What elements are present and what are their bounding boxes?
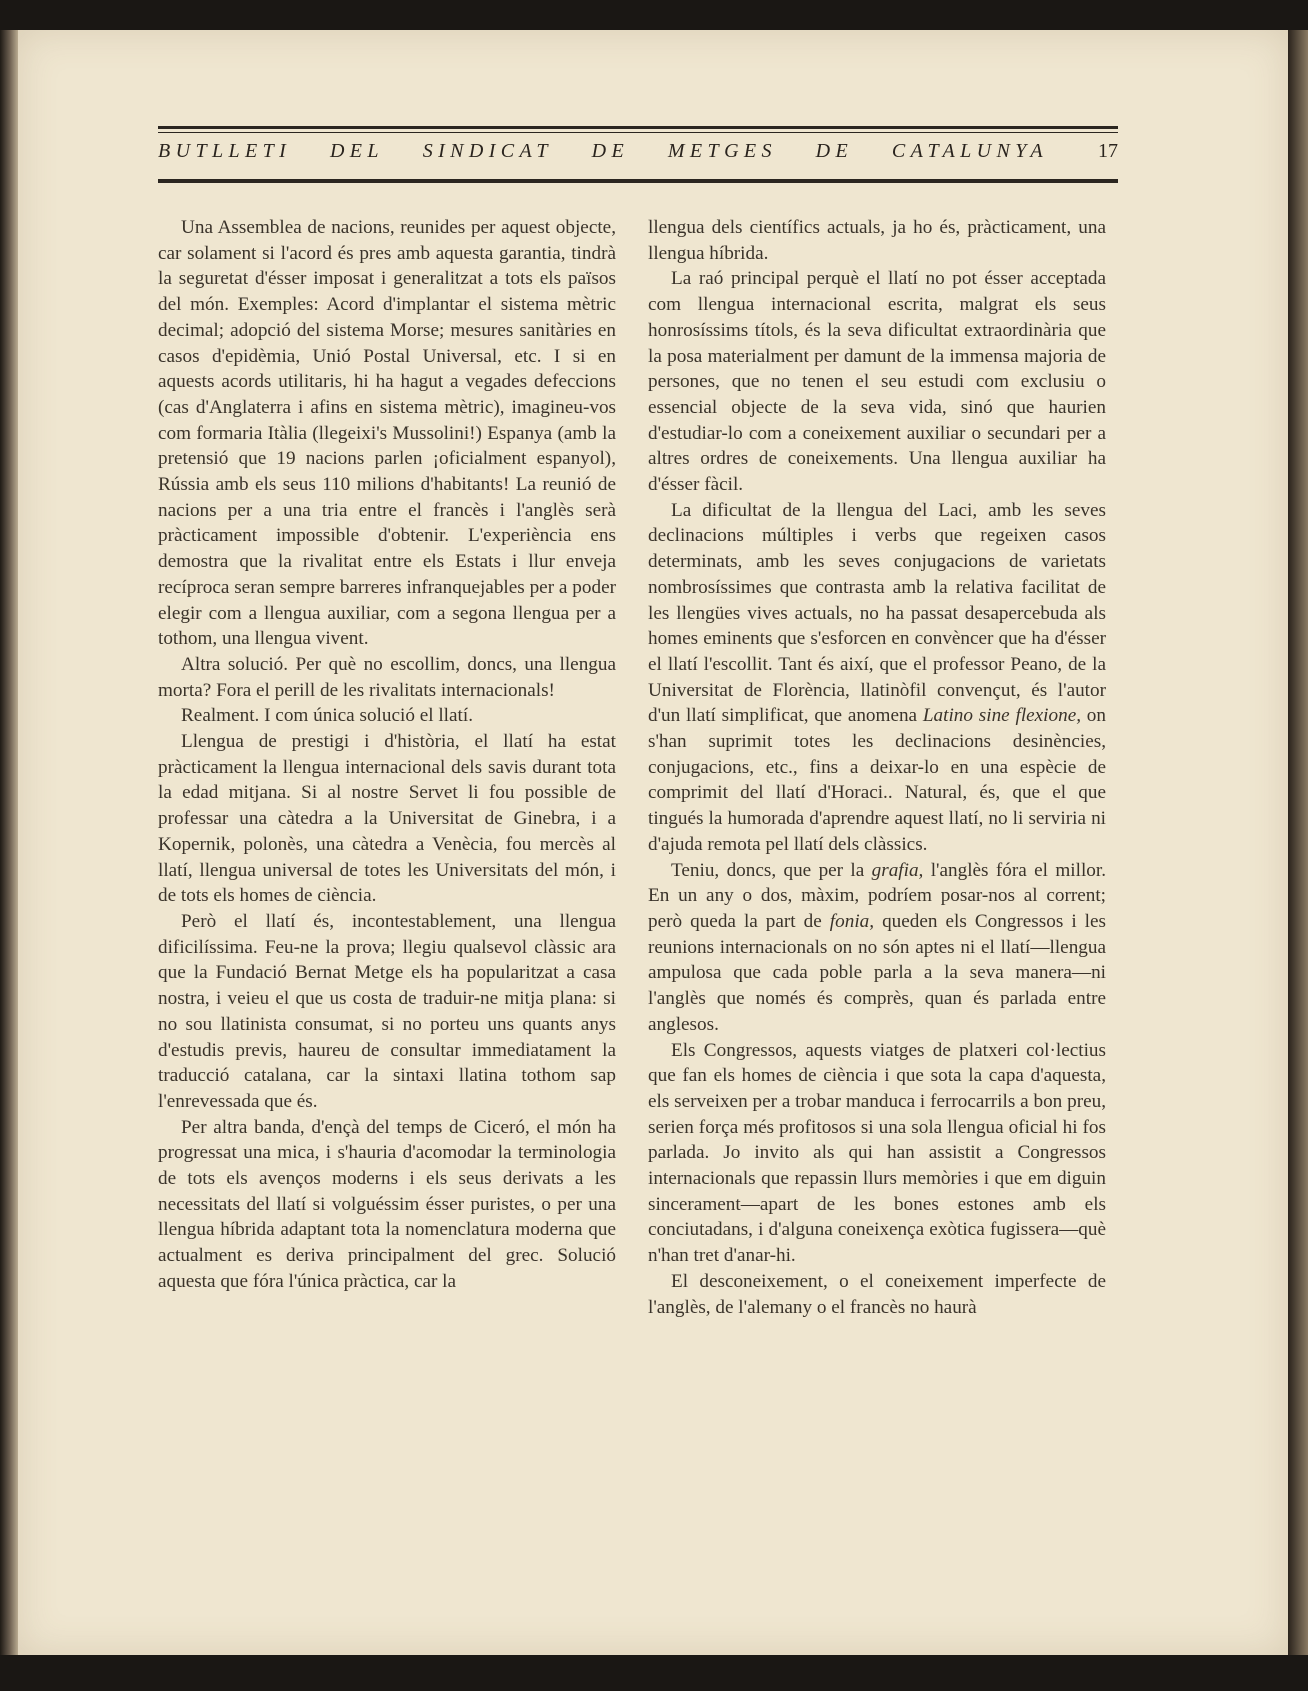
running-title-word: CATALUNYA xyxy=(891,140,1048,162)
text-run: Teniu, doncs, que per la xyxy=(671,859,872,881)
paragraph: Els Congressos, aquests viatges de platxeri col·lectius que fan els homes de ciència i que sota la capa d'aquesta, els serveixen per a trobar manduca i ferrocarrils a bon preu, serien força més profitosos si una sola llengua oficial hi fos parlada. Jo invito als qui han assistit a Congressos internacionals que repassin llurs memòries i que em diguin sincerament—apart de les bones estones amb els conciutadans, i d'alguna coneixença exòtica fugissera—què n'han tret d'anar-hi. xyxy=(648,1039,1106,1267)
running-title xyxy=(158,140,1048,163)
paragraph: llengua dels científics actuals, ja ho és, pràcticament, una llengua híbrida. xyxy=(648,217,1106,264)
running-title-word: SINDICAT xyxy=(422,140,553,162)
text-run: l'anglès fóra el millor. En un any o dos, màxim, podríem posar-nos al corrent; però queda la part de xyxy=(648,859,1106,932)
paragraph: El desconeixement, o el coneixement imperfecte de l'anglès, de l'alemany o el francès no haurà xyxy=(648,1270,1106,1318)
running-title-word: METGES xyxy=(667,140,777,162)
running-title-word: DE xyxy=(591,140,630,162)
text-run: queden els Congressos i les reunions internacionals on no són aptes ni el llatí—llengua ampulosa que cada poble parla a la seva manera—ni l'anglès que només és comprès, quan és parlada entre anglesos. xyxy=(648,910,1106,1035)
italic-term: Latino sine flexione, xyxy=(922,705,1082,727)
header-rule-bottom xyxy=(158,176,1118,183)
page-number: 17 xyxy=(1098,140,1118,162)
paragraph xyxy=(648,858,1106,1038)
left-column xyxy=(158,215,616,1295)
paragraph: Una Assemblea de nacions, reunides per aquest objecte, car solament si l'acord és pres amb aquesta garantia, tindrà la seguretat d'ésser imposat i generalitzat a tots els països del món. Exemples: Acord d'implantar el sistema mètric decimal; adopció del sistema Morse; mesures sanitàries en casos d'epidèmia, Unió Postal Universal, etc. I si en aquests acords utilitaris, hi ha hagut a vegades defeccions (cas d'Anglaterra i afins en sistema mètric), imagineu-vos com formaria Itàlia (llegeixi's Mussolini!) Espanya (amb la pretensió que 19 nacions parlen ¡oficialment espanyol), Rússia amb els seus 110 milions d'habitants! La reunió de nacions per a una tria entre el francès i l'anglès serà pràcticament impossible d'obtenir. L'experiència ens demostra que la rivalitat entre els Estats i llur enveja recíproca seran sempre barreres infranquejables per a poder elegir com a llengua auxiliar, com a segona llengua per a tothom, una llengua vivent. xyxy=(158,217,616,650)
running-title-word: BUTLLETI xyxy=(158,140,292,162)
paragraph: Altra solució. Per què no escollim, doncs, una llengua morta? Fora el perill de les rivalitats internacionals! xyxy=(158,653,616,701)
italic-term: grafia, xyxy=(871,859,924,881)
text-run: on s'han suprimit totes les declinacions desinències, conjugacions, etc., fins a deixar-lo en una espècie de comprimit del llatí d'Horaci.. Natural, és, que el que tingués la humorada d'aprendre aquest llatí, no li serviria ni d'ajuda remota pel llatí dels clàssics. xyxy=(648,705,1106,855)
running-title-word: DE xyxy=(815,140,854,162)
paragraph xyxy=(648,498,1106,858)
paragraph: La raó principal perquè el llatí no pot ésser acceptada com llengua internacional escrita, malgrat els seus honrosíssims títols, és la seva dificultat extraordinària que la posa materialment per damunt de la immensa majoria de persones, que no tenen el seu estudi com exclusiu o essencial objecte de la seva vida, sinó que haurien d'estudiar-lo com a coneixement auxiliar o secundari per a altres ordres de coneixements. Una llengua auxiliar ha d'ésser fàcil. xyxy=(648,268,1106,496)
right-column xyxy=(648,215,1106,1320)
paragraph: Realment. I com única solució el llatí. xyxy=(181,705,473,727)
text-run: La dificultat de la llengua del Laci, amb les seves declinacions múltiples i verbs que regeixen casos determinats, amb les seves conjugacions de varietats nombrosíssimes que contrasta amb la relativa facilitat de les llengües vives actuals, no ha passat desapercebuda als homes eminents que s'esforcen en convèncer que ha d'ésser el llatí l'escollit. Tant és així, que el professor Peano, de la Universitat de Florència, llatinòfil convençut, és l'autor d'un llatí simplificat, que anomena xyxy=(648,499,1106,727)
page-edge xyxy=(1288,30,1308,1655)
running-header xyxy=(158,98,1118,188)
paragraph: Però el llatí és, incontestablement, una llengua dificilíssima. Feu-ne la prova; llegiu qualsevol clàssic ara que la Fundació Bernat Metge els ha popularitzat a casa nostra, i veieu el que us costa de traduir-ne mitja plana: si no sou llatinista consumat, si no porteu uns quants anys d'estudis previs, haureu de consultar immediatament la traducció catalana, car la sintaxi llatina tothom sap l'enrevessada que és. xyxy=(158,910,616,1112)
running-title-word: DEL xyxy=(329,140,384,162)
paragraph: Llengua de prestigi i d'història, el llatí ha estat pràcticament la llengua internacional dels savis durant tota la edad mitjana. Si al nostre Servet li fou possible de professar una càtedra a la Universitat de Ginebra, i a Kopernik, polonès, una càtedra a Venècia, fou mercès al llatí, llengua universal de totes les Universitats del món, i de tots els homes de ciència. xyxy=(158,731,616,907)
paragraph: Per altra banda, d'ençà del temps de Ciceró, el món ha progressat una mica, i s'hauria d'acomodar la terminologia de tots els avenços moderns i els seus derivats a les necessitats del llatí si volguéssim ésser puristes, o per una llengua híbrida adaptant tota la nomenclatura moderna que actualment es deriva principalment del grec. Solució aquesta que fóra l'única pràctica, car la xyxy=(158,1116,616,1292)
book-gutter xyxy=(0,30,18,1655)
italic-term: fonia, xyxy=(829,910,875,932)
header-rule-top xyxy=(158,126,1118,133)
